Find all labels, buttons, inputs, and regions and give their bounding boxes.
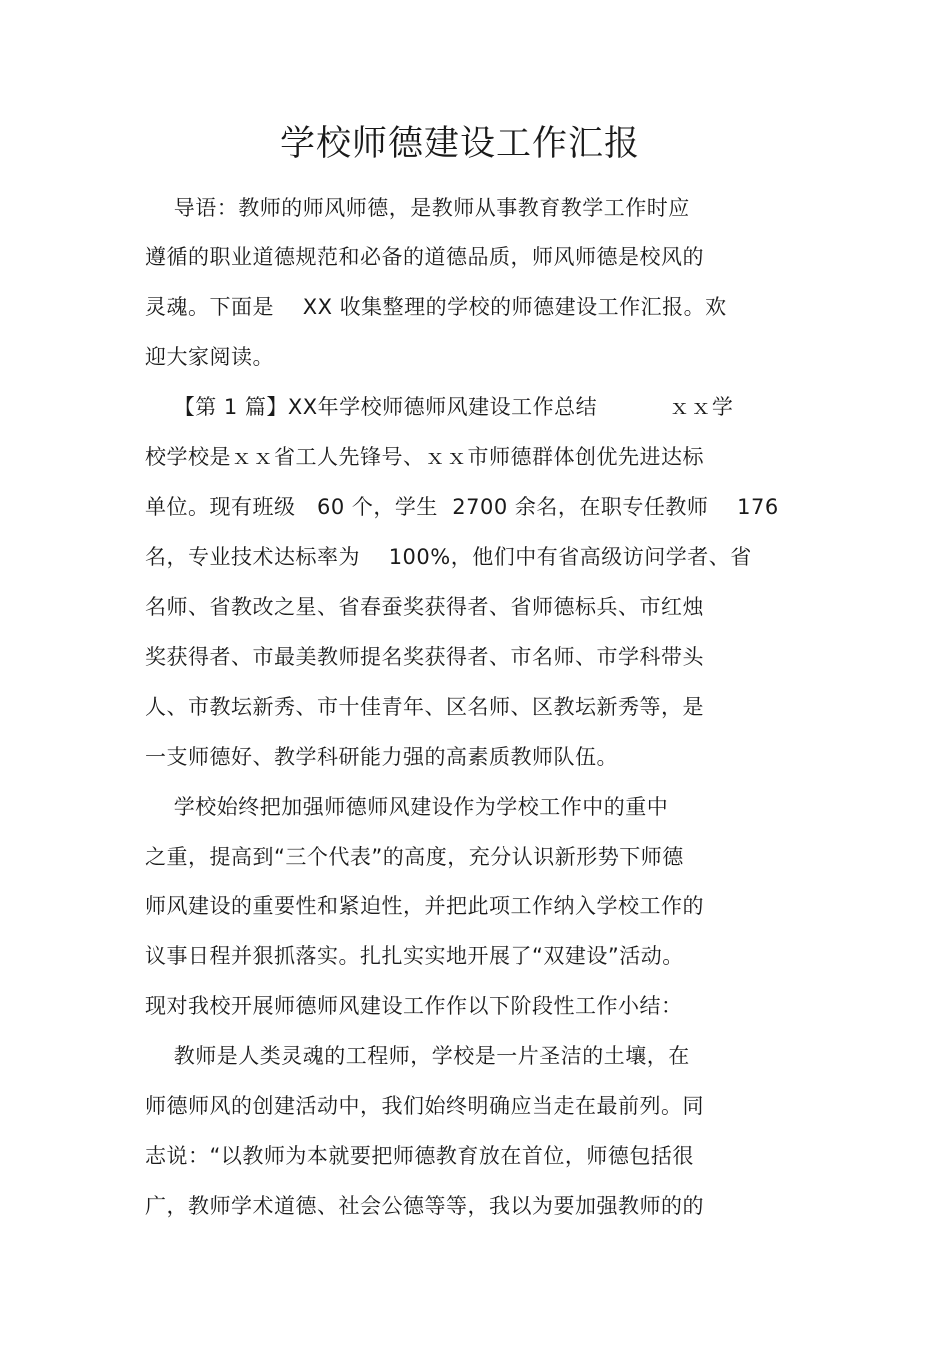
text-line: 广，教师学术道德、社会公德等等，我以为要加强教师的的 <box>145 1194 704 1218</box>
text-line: 名，专业技术达标率为 100%，他们中有省高级访问学者、省 <box>145 545 752 569</box>
page-title: 学校师德建设工作汇报 <box>279 124 640 164</box>
text-line: 迎大家阅读。 <box>145 345 274 369</box>
text-line: 之重，提高到“三个代表”的高度，充分认识新形势下师德 <box>145 845 684 869</box>
text-line: 一支师德好、教学科研能力强的高素质教师队伍。 <box>145 745 618 769</box>
text-line: 议事日程并狠抓落实。扎扎实实地开展了“双建设”活动。 <box>145 944 684 968</box>
text-line: 单位。现有班级 60 个，学生 2700 余名，在职专任教师 176 <box>145 495 779 519</box>
text-line: 师德师风的创建活动中，我们始终明确应当走在最前列。同 <box>145 1094 704 1118</box>
text-line: 人、市教坛新秀、市十佳青年、区名师、区教坛新秀等，是 <box>145 695 704 719</box>
text-line: 导语：教师的师风师德，是教师从事教育教学工作时应 <box>145 196 690 220</box>
text-line: 教师是人类灵魂的工程师，学校是一片圣洁的土壤，在 <box>145 1044 690 1068</box>
text-line: 志说：“以教师为本就要把师德教育放在首位，师德包括很 <box>145 1144 694 1168</box>
text-line: 遵循的职业道德规范和必备的道德品质，师风师德是校风的 <box>145 245 704 269</box>
text-line: 名师、省教改之星、省春蚕奖获得者、省师德标兵、市红烛 <box>145 595 704 619</box>
text-line: 灵魂。下面是 XX 收集整理的学校的师德建设工作汇报。欢 <box>145 295 727 319</box>
text-line: 师风建设的重要性和紧迫性，并把此项工作纳入学校工作的 <box>145 894 704 918</box>
text-line: 校学校是ｘｘ省工人先锋号、ｘｘ市师德群体创优先进达标 <box>145 445 704 469</box>
text-line: 奖获得者、市最美教师提名奖获得者、市名师、市学科带头 <box>145 645 704 669</box>
text-line: 现对我校开展师德师风建设工作作以下阶段性工作小结： <box>145 994 683 1018</box>
text-line: 【第 1 篇】XX年学校师德师风建设工作总结 ｘｘ学 <box>145 395 734 419</box>
text-line: 学校始终把加强师德师风建设作为学校工作中的重中 <box>145 795 669 819</box>
